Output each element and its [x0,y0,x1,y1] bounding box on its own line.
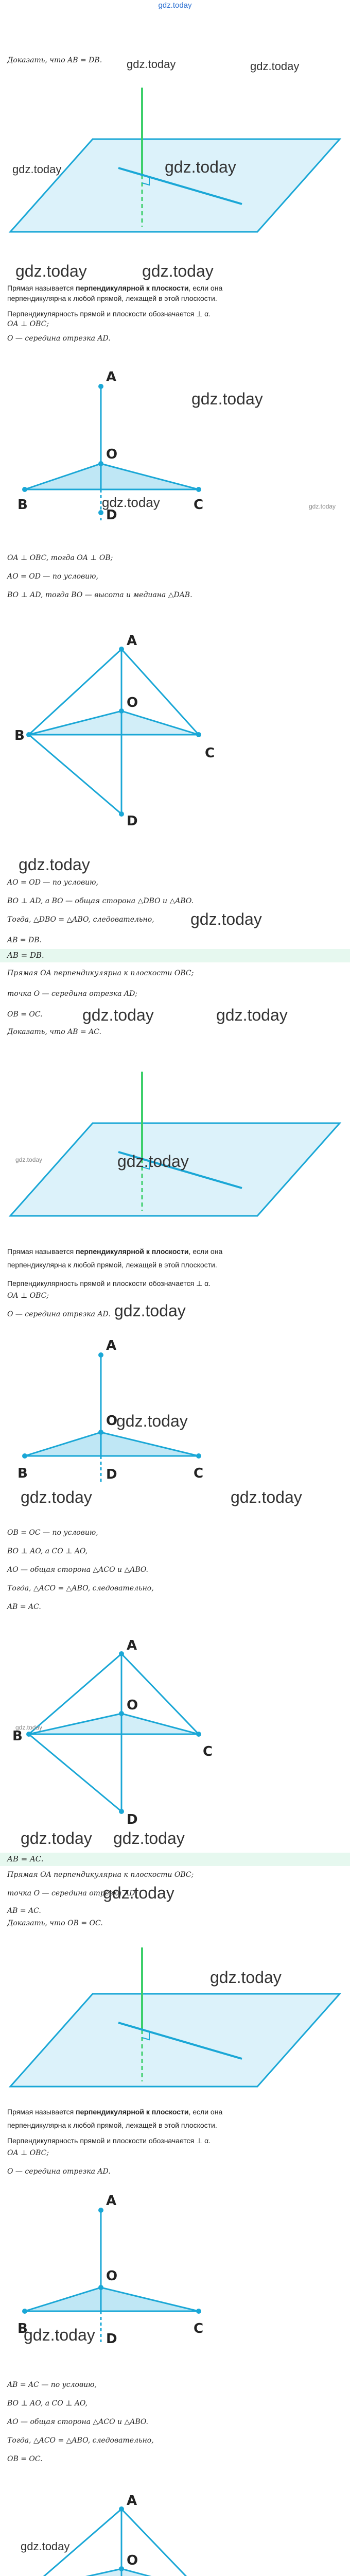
watermark: gdz.today [116,1412,188,1430]
label-a: A [127,2493,137,2509]
watermark: gdz.today [21,1829,92,1848]
label-d: D [127,814,138,829]
watermark: gdz.today [114,1301,186,1320]
watermark: gdz.today [117,1152,189,1171]
given-line: O — середина отрезка AD. [7,334,111,343]
label-o: O [127,1698,138,1713]
label-a: A [106,369,117,385]
definition-line-2: перпендикулярна к любой прямой, лежащей в этой плоскости. [7,2121,217,2129]
given-line: точка O — середина отрезка AD; [7,1889,138,1897]
label-o: O [127,695,138,710]
solution-line: BO ⊥ AD, а BO — общая сторона △DBO и △ABO. [7,897,194,905]
watermark: gdz.today [231,1488,302,1506]
plane-figure [0,1061,350,1231]
label-c: C [205,745,215,761]
watermark: gdz.today [250,60,300,73]
watermark: gdz.today [15,1156,43,1163]
label-a: A [106,1338,117,1353]
solution-line: Тогда, △ACO = △ABO, следовательно, [7,1584,154,1592]
label-a: A [127,633,137,649]
given-line: OB = OC. [7,1010,43,1019]
watermark: gdz.today [142,262,214,280]
triangle-figure [0,1618,350,1844]
solution-line: AO — общая сторона △ACO и △ABO. [7,1566,149,1574]
label-c: C [194,497,204,513]
triangle-obc [25,464,199,489]
solution-line: BO ⊥ AD, тогда BO — высота и медиана △DAB. [7,591,192,599]
triangle-figure [0,2473,350,2576]
solution-line: BO ⊥ AO, а CO ⊥ AO, [7,1547,88,1555]
watermark: gdz.today [21,1488,92,1506]
label-a: A [127,1638,137,1653]
solution-line: BO ⊥ AO, а CO ⊥ AO, [7,2399,88,2408]
definition-line-2: перпендикулярна к любой прямой, лежащей в этой плоскости. [7,1261,217,1269]
label-b: B [14,728,25,743]
watermark: gdz.today [216,1006,288,1024]
label-c: C [203,1744,213,1759]
given-line: O — середина отрезка AD. [7,2167,111,2176]
label-o: O [127,2553,138,2568]
given-line: точка O — середина отрезка AD; [7,990,138,998]
solution-line: OA ⊥ OBC, тогда OA ⊥ OB; [7,554,113,562]
watermark: gdz.today [15,262,87,280]
site-header[interactable]: gdz.today [158,1,192,10]
label-b: B [18,1466,28,1481]
triangle-figure [0,2179,350,2349]
watermark: gdz.today [24,2326,95,2344]
watermark: gdz.today [127,58,176,71]
watermark: gdz.today [190,910,262,928]
watermark: gdz.today [102,495,160,510]
watermark: gdz.today [15,1724,43,1731]
solution-line: Тогда, △ACO = △ABO, следовательно, [7,2436,154,2445]
label-c: C [194,1466,204,1481]
given-line: Прямая OA перпендикулярна к плоскости OBC; [7,1871,194,1879]
given-line: OA ⊥ OBC; [7,320,49,328]
solution-line: AO = OD — по условию, [7,572,98,581]
notation-line: Перпендикулярность прямой и плоскости обозначается ⊥ α. [7,1279,211,1287]
notation-line: Перпендикулярность прямой и плоскости обозначается ⊥ α. [7,2137,211,2145]
triangle-figure [0,355,350,523]
plane-figure [0,1937,350,2102]
watermark: gdz.today [82,1006,154,1024]
notation-line: Перпендикулярность прямой и плоскости обозначается ⊥ α. [7,310,211,318]
solution-line: AO — общая сторона △ACO и △ABO. [7,2418,149,2426]
label-b: B [12,1728,23,1744]
label-o: O [106,2268,118,2284]
label-d: D [127,1812,138,1827]
label-c: C [194,2321,204,2336]
watermark: gdz.today [210,1968,282,1987]
label-a: A [106,2193,117,2209]
label-d: D [106,507,117,523]
watermark: gdz.today [165,158,236,176]
watermark: gdz.today [19,855,90,874]
solution-line: AB = AC. [7,1603,41,1611]
prove-statement: Доказать, что AB = AC. [7,1028,101,1036]
solution-line: Тогда, △DBO = △ABO, следовательно, [7,916,154,924]
definition-line-1: Прямая называется перпендикулярной к плоскости, если она [7,2108,223,2116]
watermark: gdz.today [21,2540,70,2553]
triangle-figure [0,613,350,850]
label-d: D [106,2331,117,2347]
given-line: Прямая OA перпендикулярна к плоскости OBC; [7,969,194,977]
answer-box: AB = AC. [0,1853,350,1866]
watermark: gdz.today [12,163,62,176]
given-line: O — середина отрезка AD. [7,1310,111,1318]
label-o: O [106,1413,118,1429]
triangle-figure [0,1324,350,1494]
solution-line: AB = DB. [7,936,42,944]
watermark: gdz.today [113,1829,185,1848]
solution-line: OB = OC. [7,2455,43,2463]
answer-box: AB = DB. [0,949,350,962]
definition-line-2: перпендикулярна к любой прямой, лежащей в этой плоскости. [7,294,217,302]
watermark: gdz.today [191,389,263,408]
solution-line: AB = AC — по условию, [7,2381,97,2389]
definition-line-1: Прямая называется перпендикулярной к плоскости, если она [7,1247,223,1256]
solution-line: AO = OD — по условию, [7,878,98,887]
given-line: OA ⊥ OBC; [7,1292,49,1300]
label-o: O [106,447,118,462]
prove-statement: Доказать, что AB = DB. [7,56,102,64]
solution-line: OB = OC — по условию, [7,1529,98,1537]
prove-statement: Доказать, что OB = OC. [7,1919,103,1927]
watermark: gdz.today [103,1884,174,1902]
label-b: B [18,2321,28,2336]
label-b: B [18,497,28,513]
given-line: AB = AC. [7,1907,41,1915]
given-line: OA ⊥ OBC; [7,2149,49,2157]
watermark: gdz.today [309,503,336,510]
definition-line-1: Прямая называется перпендикулярной к плоскости, если она [7,284,223,292]
label-d: D [106,1467,117,1482]
